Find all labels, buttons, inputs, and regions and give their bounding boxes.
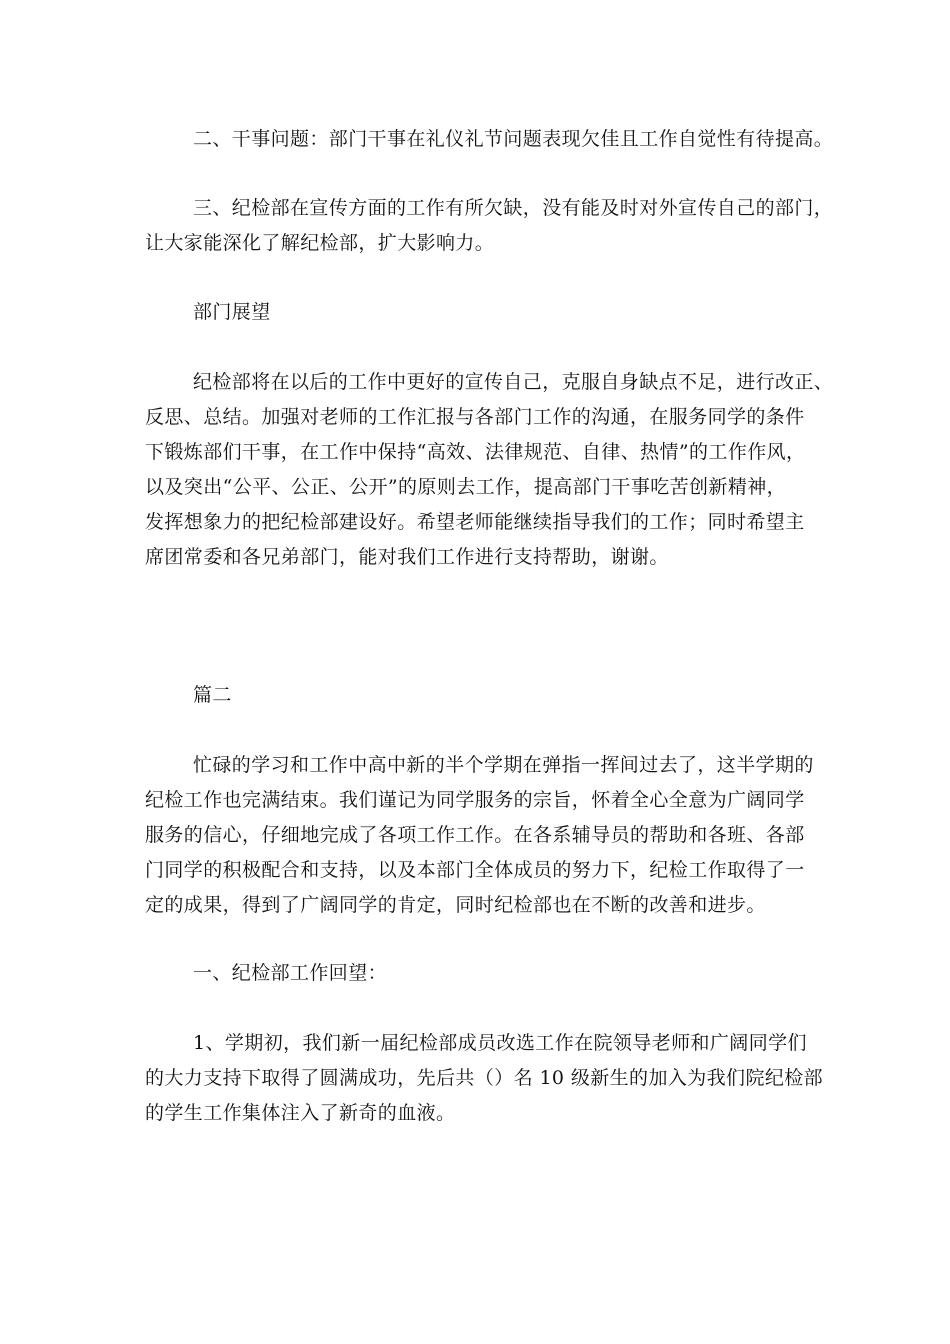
- part-two-heading: 篇二: [193, 684, 232, 706]
- issue-2-line: 二、干事问题：部门干事在礼仪礼节问题表现欠佳且工作自觉性有待提高。: [193, 128, 834, 150]
- intro-line-3: 服务的信心，仔细地完成了各项工作工作。在各系辅导员的帮助和各班、各部: [145, 824, 805, 846]
- outlook-line-1: 纪检部将在以后的工作中更好的宣传自己，克服自身缺点不足，进行改正、: [193, 371, 834, 393]
- outlook-line-4: 以及突出“公平、公正、公开”的原则去工作，提高部门干事吃苦创新精神，: [145, 476, 787, 498]
- outlook-line-2: 反思、总结。加强对老师的工作汇报与各部门工作的沟通，在服务同学的条件: [145, 406, 805, 428]
- intro-line-2: 纪检工作也完满结束。我们谨记为同学服务的宗旨，怀着全心全意为广阔同学: [145, 789, 805, 811]
- review-item-1-line-3: 的学生工作集体注入了新奇的血液。: [145, 1102, 456, 1124]
- issue-3-line-2: 让大家能深化了解纪检部，扩大影响力。: [145, 232, 495, 254]
- intro-line-1: 忙碌的学习和工作中高中新的半个学期在弹指一挥间过去了，这半学期的: [193, 754, 814, 776]
- intro-line-4: 门同学的积极配合和支持，以及本部门全体成员的努力下，纪检工作取得了一: [145, 859, 805, 881]
- issue-3-line-1: 三、纪检部在宣传方面的工作有所欠缺，没有能及时对外宣传自己的部门，: [193, 197, 834, 219]
- review-heading: 一、纪检部工作回望：: [193, 962, 388, 984]
- review-item-1-line-2: 的大力支持下取得了圆满成功，先后共（）名 10 级新生的加入为我们院纪检部: [145, 1067, 824, 1089]
- intro-line-5: 定的成果，得到了广阔同学的肯定，同时纪检部也在不断的改善和进步。: [145, 894, 766, 916]
- outlook-line-3: 下锻炼部们干事，在工作中保持“高效、法律规范、自律、热情”的工作作风，: [145, 441, 806, 463]
- outlook-line-6: 席团常委和各兄弟部门，能对我们工作进行支持帮助，谢谢。: [145, 546, 669, 568]
- review-item-1-line-1: 1、学期初，我们新一届纪检部成员改选工作在院领导老师和广阔同学们: [193, 1032, 807, 1054]
- outlook-line-5: 发挥想象力的把纪检部建设好。希望老师能继续指导我们的工作；同时希望主: [145, 511, 805, 533]
- outlook-heading: 部门展望: [193, 301, 271, 323]
